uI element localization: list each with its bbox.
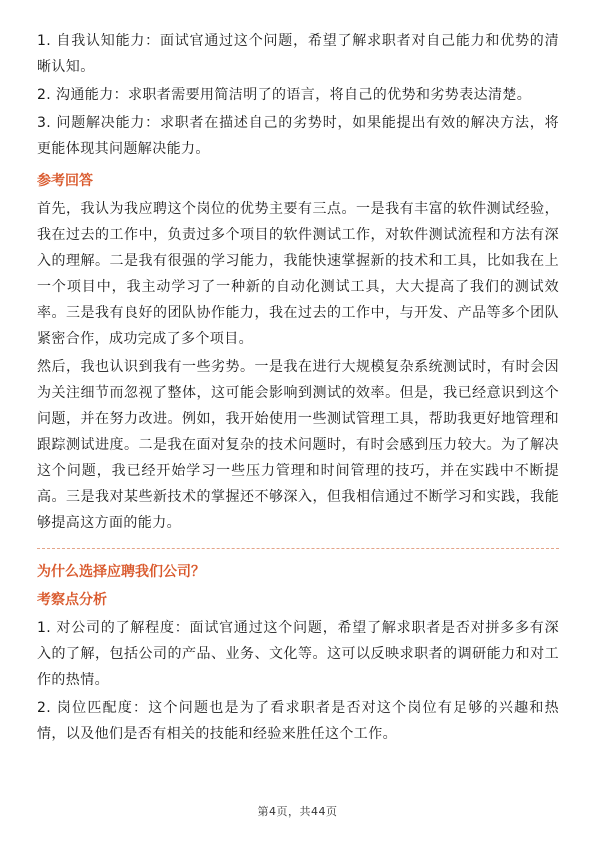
page-content xyxy=(37,28,559,749)
q2-analysis-point-2: 2. 岗位匹配度：这个问题也是为了看求职者是否对这个岗位有足够的兴趣和热情，以及他们是否有相关的技能和经验来胜任这个工作。 xyxy=(37,700,559,742)
analysis-heading: 考察点分析 xyxy=(37,592,107,608)
answer-paragraph-weaknesses: 然后，我也认识到我有一些劣势。一是我在进行大规模复杂系统测试时，有时会因为关注细节而忽视了整体，这可能会影响到测试的效率。但是，我已经意识到这个问题，并在努力改进。例如，我开始使用一些测试管理工具，帮助我更好地管理和跟踪测试进度。二是我在面对复杂的技术问题时，有时会感到压力较大。为了解决这个问题，我已经开始学习一些压力管理和时间管理的技巧，并在实践中不断提高。三是我对某些新技术的掌握还不够深入，但我相信通过不断学习和实践，我能够提高这方面的能力。 xyxy=(37,359,559,531)
answer-paragraph-strengths: 首先，我认为我应聘这个岗位的优势主要有三点。一是我有丰富的软件测试经验，我在过去的工作中，负责过多个项目的软件测试工作，对软件测试流程和方法有深入的理解。二是我有很强的学习能力，我能快速掌握新的技术和工具，比如我在上一个项目中，我主动学习了一种新的自动化测试工具，大大提高了我们的测试效率。三是我有良好的团队协作能力，我在过去的工作中，与开发、产品等多个团队紧密合作，成功完成了多个项目。 xyxy=(37,201,559,347)
analysis-point-3: 3. 问题解决能力：求职者在描述自己的劣势时，如果能提出有效的解决方法，将更能体现其问题解决能力。 xyxy=(37,115,559,157)
q2-analysis-point-1: 1. 对公司的了解程度：面试官通过这个问题，希望了解求职者是否对拼多多有深入的了解，包括公司的产品、业务、文化等。这可以反映求职者的调研能力和对工作的热情。 xyxy=(37,620,559,688)
analysis-point-1: 1. 自我认知能力：面试官通过这个问题，希望了解求职者对自己能力和优势的清晰认知。 xyxy=(37,33,559,75)
reference-answer-heading: 参考回答 xyxy=(37,173,93,189)
question-title: 为什么选择应聘我们公司？ xyxy=(37,564,205,580)
section-divider xyxy=(37,548,559,549)
analysis-point-2: 2. 沟通能力：求职者需要用简洁明了的语言，将自己的优势和劣势表达清楚。 xyxy=(37,87,532,103)
page-number-footer: 第4页，共44页 xyxy=(257,805,338,818)
